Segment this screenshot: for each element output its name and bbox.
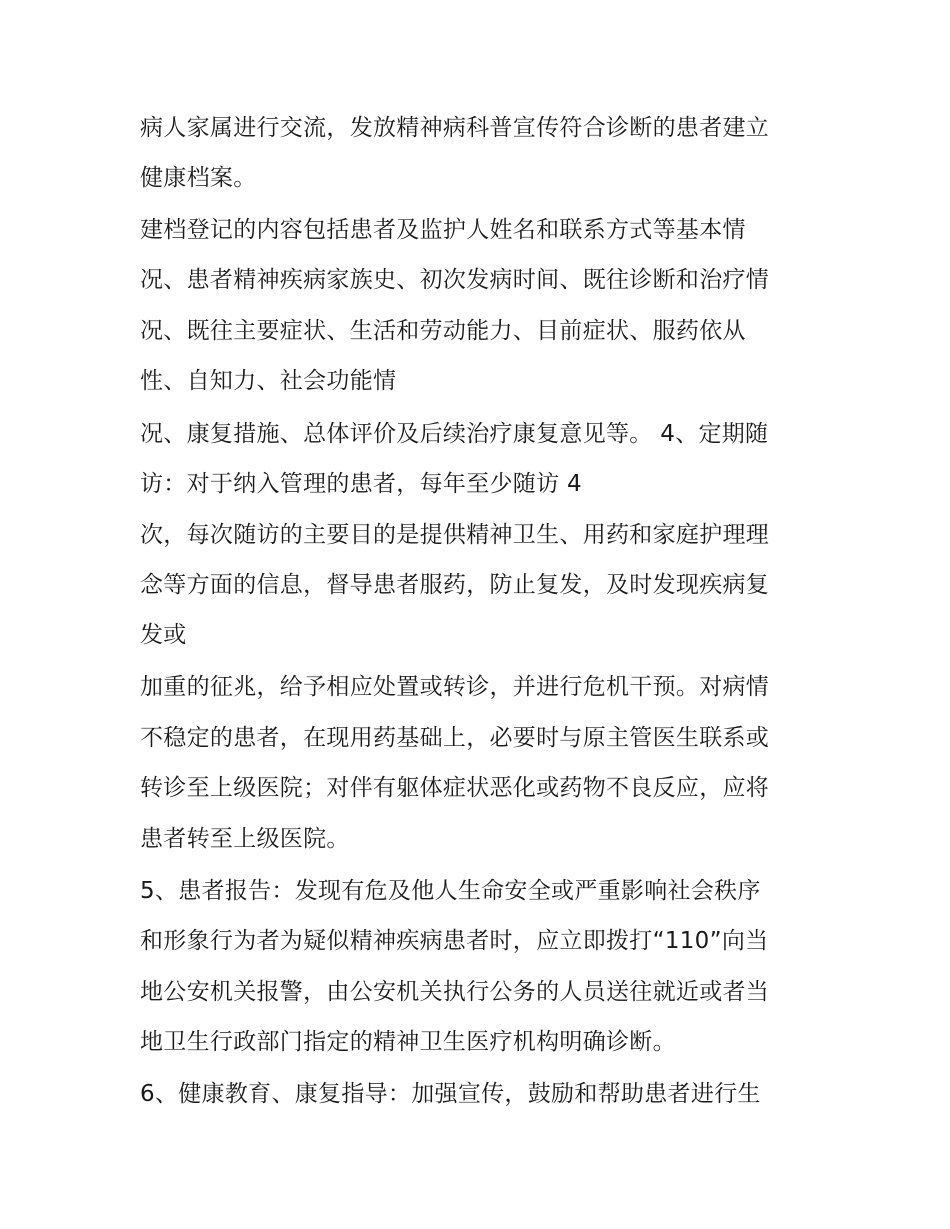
text-line: 5、患者报告：发现有危及他人生命安全或严重影响社会秩序 [140,878,761,904]
text-line: 发或 [140,622,187,648]
text-line: 访：对于纳入管理的患者，每年至少随访 4 [140,471,582,497]
text-line: 况、既往主要症状、生活和劳动能力、目前症状、服药依从 [140,318,746,344]
text-line: 健康档案。 [140,165,257,191]
text-line: 建档登记的内容包括患者及监护人姓名和联系方式等基本情 [140,217,746,243]
text-line: 6、健康教育、康复指导：加强宣传，鼓励和帮助患者进行生 [140,1081,761,1107]
text-line: 不稳定的患者，在现用药基础上，必要时与原主管医生联系或 [140,725,770,751]
text-line: 性、自知力、社会功能情 [140,368,397,394]
text-line: 念等方面的信息，督导患者服药，防止复发，及时发现疾病复 [140,572,770,598]
text-line: 和形象行为者为疑似精神疾病患者时，应立即拨打“110”向当 [140,928,769,954]
text-line: 况、康复措施、总体评价及后续治疗康复意见等。 4、定期随 [140,421,769,447]
text-line: 患者转至上级医院。 [140,826,350,852]
text-line: 地卫生行政部门指定的精神卫生医疗机构明确诊断。 [140,1029,676,1055]
text-line: 况、患者精神疾病家族史、初次发病时间、既往诊断和治疗情 [140,267,770,293]
text-line: 加重的征兆，给予相应处置或转诊，并进行危机干预。对病情 [140,674,770,700]
text-line: 地公安机关报警，由公安机关执行公务的人员送往就近或者当 [140,979,770,1005]
text-line: 次，每次随访的主要目的是提供精神卫生、用药和家庭护理理 [140,522,770,548]
text-line: 转诊至上级医院；对伴有躯体症状恶化或药物不良反应，应将 [140,775,770,801]
text-line: 病人家属进行交流，发放精神病科普宣传符合诊断的患者建立 [140,115,770,141]
